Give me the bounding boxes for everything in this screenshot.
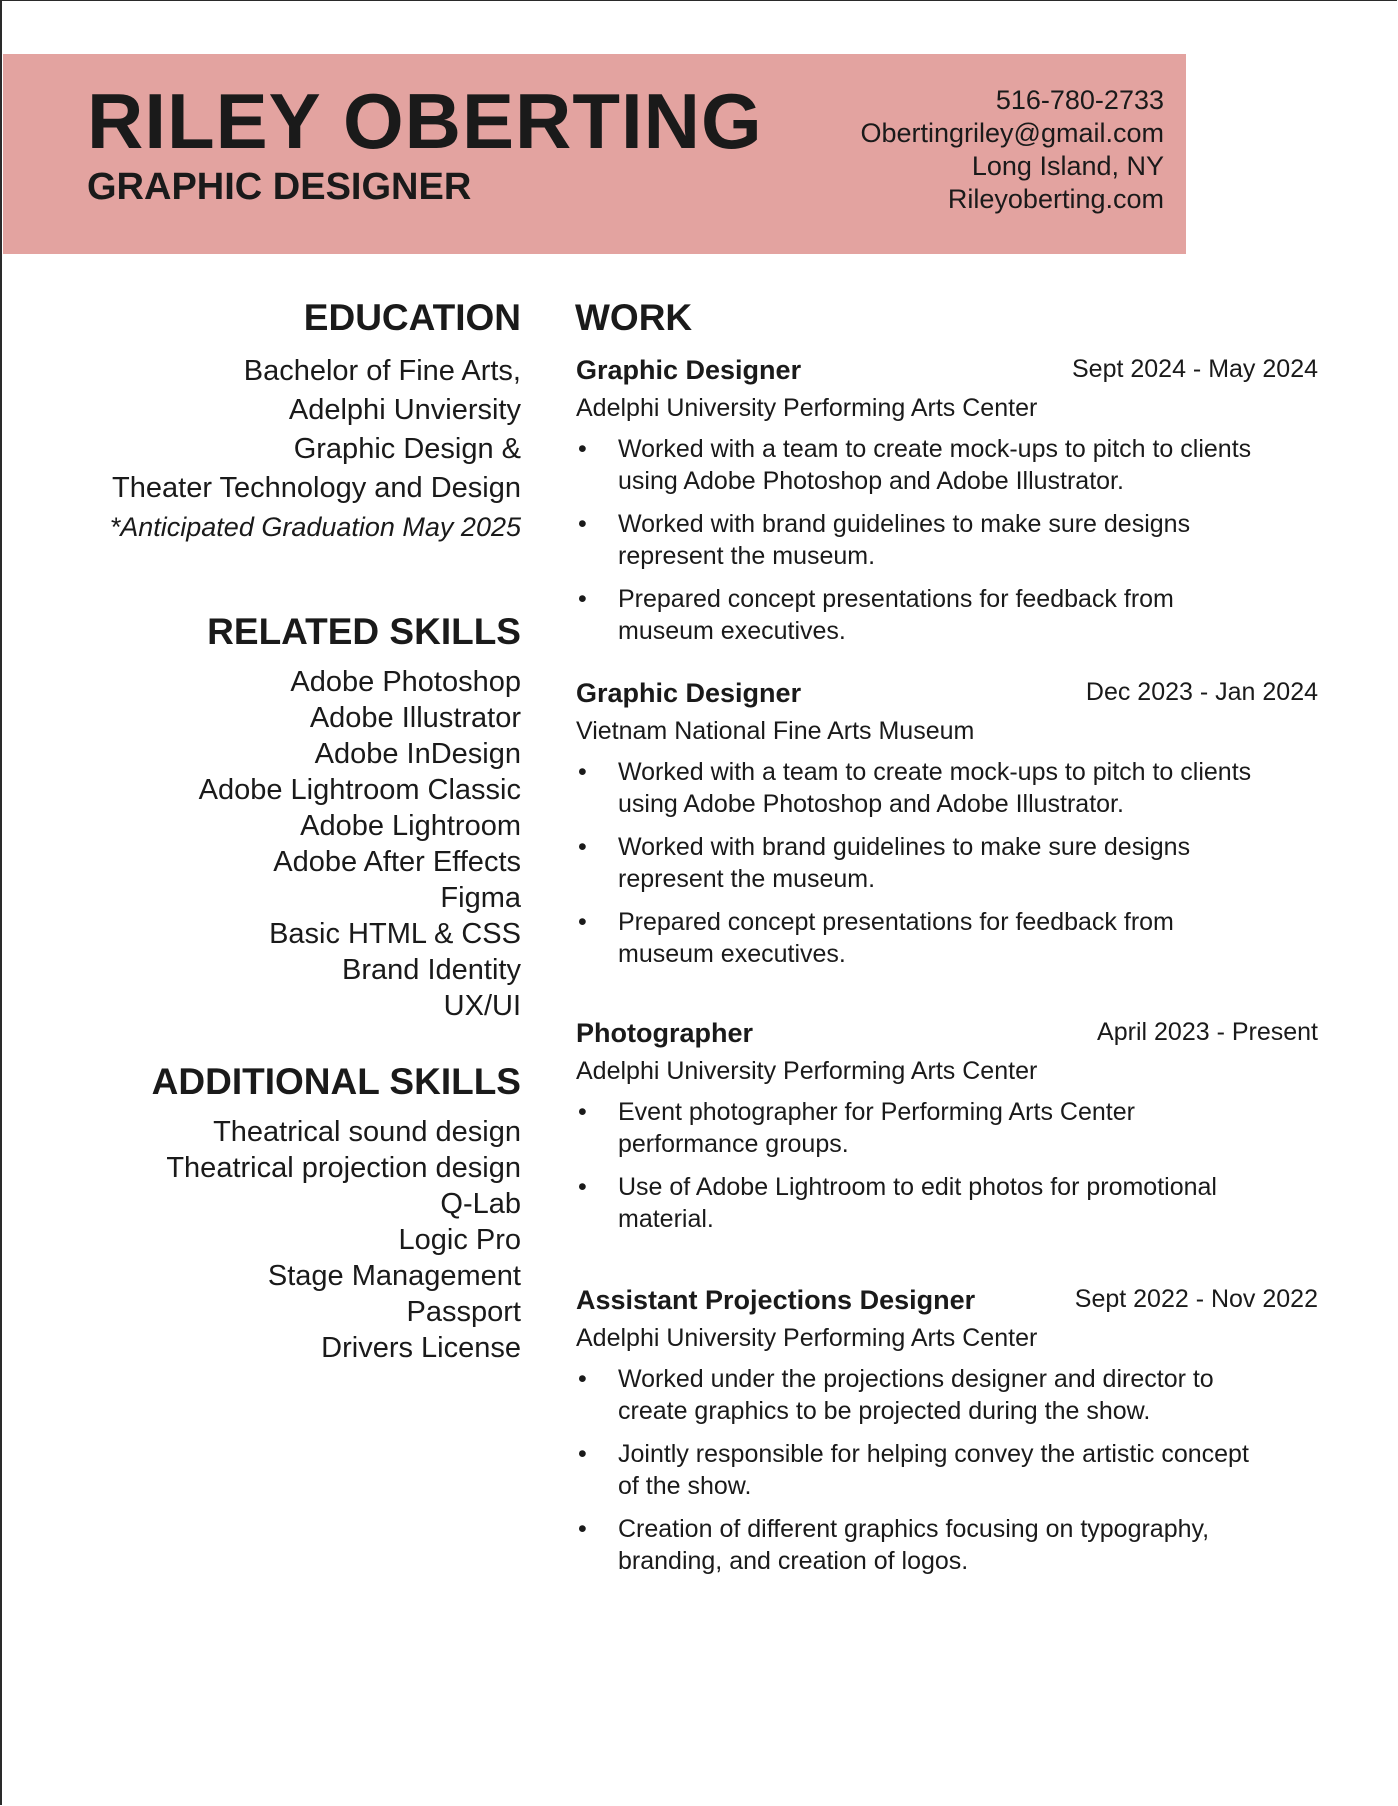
job-bullet-list [576, 1363, 1318, 1577]
work-entry [576, 678, 1318, 981]
education-line: Bachelor of Fine Arts, [243, 355, 521, 388]
job-header [576, 355, 1318, 389]
website: Rileyoberting.com [947, 184, 1164, 214]
skill-item: Adobe After Effects [273, 846, 521, 879]
skill-item: Stage Management [267, 1260, 521, 1293]
section-title-work: WORK [575, 297, 693, 338]
resume-header [3, 54, 1186, 254]
skill-item: Brand Identity [342, 954, 521, 987]
location: Long Island, NY [971, 151, 1164, 181]
job-header [576, 1285, 1318, 1319]
related-skills-list [0, 664, 521, 1024]
section-title-education: EDUCATION [303, 297, 521, 338]
additional-skills-list [0, 1114, 521, 1366]
job-bullet: • Creation of different graphics focusing on typography, branding, and creation of logos. [576, 1513, 1258, 1577]
education-line: Adelphi Unviersity [288, 394, 521, 427]
job-title: Graphic Designer [576, 678, 802, 708]
education-line: Graphic Design & [293, 433, 521, 466]
skill-item: Adobe Lightroom Classic [198, 774, 521, 807]
education-line: Theater Technology and Design [112, 472, 521, 505]
job-organization: Adelphi University Performing Arts Center [576, 394, 1038, 422]
skill-item: Adobe Illustrator [309, 702, 521, 735]
contact-info [861, 84, 1165, 216]
skill-item: Theatrical sound design [213, 1116, 521, 1149]
job-organization: Adelphi University Performing Arts Center [576, 1057, 1038, 1085]
job-dates: April 2023 - Present [1097, 1018, 1318, 1046]
job-dates: Sept 2022 - Nov 2022 [1074, 1285, 1318, 1313]
skill-item: UX/UI [443, 990, 521, 1023]
skill-item: Passport [406, 1296, 521, 1329]
skill-item: Figma [440, 882, 521, 915]
skill-item: Basic HTML & CSS [269, 918, 521, 951]
graduation-note: *Anticipated Graduation May 2025 [109, 512, 521, 543]
job-bullet: • Worked with brand guidelines to make sure designs represent the museum. [576, 831, 1258, 895]
job-title: Photographer [576, 1018, 754, 1048]
job-title: Assistant Projections Designer [576, 1285, 976, 1315]
job-organization: Adelphi University Performing Arts Center [576, 1324, 1038, 1352]
job-bullet: • Event photographer for Performing Arts Center performance groups. [576, 1096, 1258, 1160]
job-organization: Vietnam National Fine Arts Museum [576, 717, 975, 745]
skill-item: Theatrical projection design [166, 1152, 521, 1185]
skill-item: Q-Lab [440, 1188, 521, 1221]
job-bullet: • Use of Adobe Lightroom to edit photos for promotional material. [576, 1171, 1258, 1235]
related-skills-section [0, 610, 521, 1024]
skill-item: Adobe Photoshop [290, 666, 521, 699]
education-details [0, 352, 521, 547]
phone-number: 516-780-2733 [995, 85, 1164, 115]
job-bullet: • Worked under the projections designer and director to create graphics to be projected during the show. [576, 1363, 1258, 1427]
candidate-name: RILEY OBERTING [87, 77, 763, 165]
job-bullet-list [576, 756, 1318, 970]
job-bullet: • Prepared concept presentations for feedback from museum executives. [576, 906, 1258, 970]
job-bullet: • Worked with a team to create mock-ups to pitch to clients using Adobe Photoshop and Adobe Illustrator. [576, 433, 1258, 497]
skill-item: Adobe InDesign [314, 738, 521, 771]
skill-item: Adobe Lightroom [300, 810, 521, 843]
work-entry [576, 1285, 1318, 1588]
job-header [576, 1018, 1318, 1052]
education-section [0, 296, 521, 547]
job-title: Graphic Designer [576, 355, 802, 385]
work-entry [576, 1018, 1318, 1246]
job-dates: Sept 2024 - May 2024 [1072, 355, 1318, 383]
job-bullet: • Worked with a team to create mock-ups to pitch to clients using Adobe Photoshop and Adobe Illustrator. [576, 756, 1258, 820]
job-bullet: • Jointly responsible for helping convey the artistic concept of the show. [576, 1438, 1258, 1502]
candidate-role: GRAPHIC DESIGNER [87, 166, 472, 208]
job-bullet: • Worked with brand guidelines to make sure designs represent the museum. [576, 508, 1258, 572]
work-entry [576, 355, 1318, 658]
section-title-related-skills: RELATED SKILLS [207, 611, 521, 652]
job-header [576, 678, 1318, 712]
job-bullet-list [576, 1096, 1318, 1235]
email-address: Obertingriley@gmail.com [860, 118, 1164, 148]
skill-item: Drivers License [321, 1332, 521, 1365]
additional-skills-section [0, 1060, 521, 1366]
job-bullet: • Prepared concept presentations for feedback from museum executives. [576, 583, 1258, 647]
section-title-additional-skills: ADDITIONAL SKILLS [151, 1061, 521, 1102]
job-bullet-list [576, 433, 1318, 647]
job-dates: Dec 2023 - Jan 2024 [1085, 678, 1318, 706]
skill-item: Logic Pro [398, 1224, 521, 1257]
